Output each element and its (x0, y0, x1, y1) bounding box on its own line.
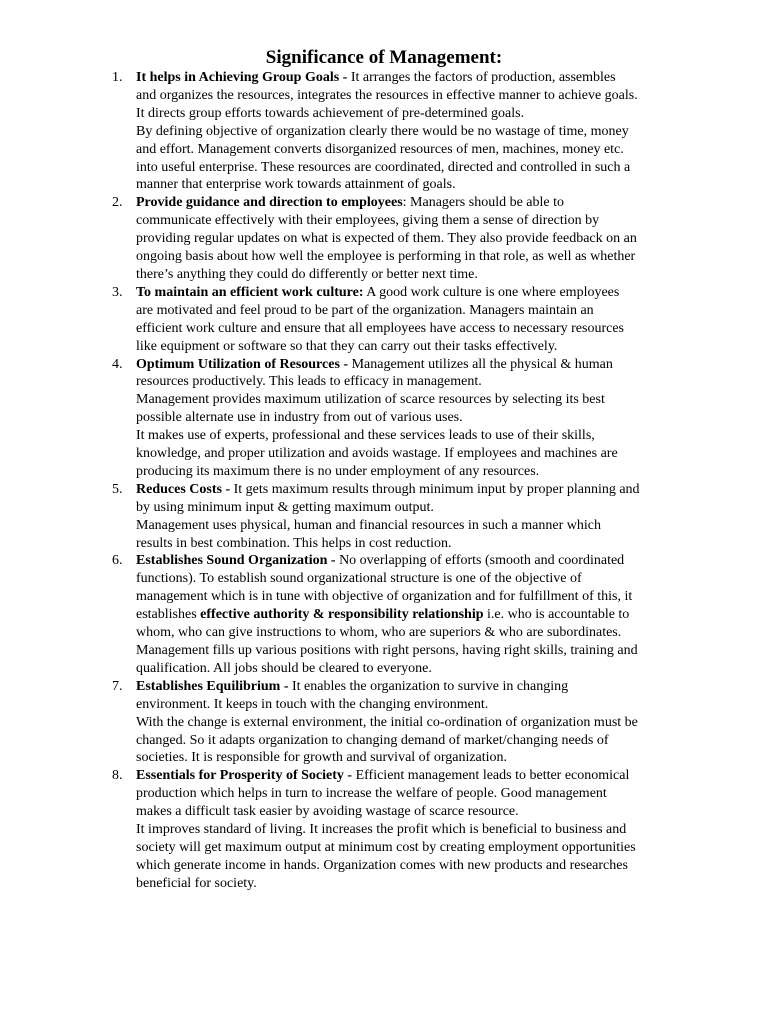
item-line: knowledge, and proper utilization and avoids wastage. If employees and machines are (136, 446, 618, 462)
item-line: makes a difficult task easier by avoiding wastage of scarce resource. (136, 804, 519, 820)
item-line: management which is in tune with objective of organization and for fulfillment of this, it (136, 589, 633, 605)
item-first-line (136, 552, 682, 570)
item-line: qualification. All jobs should be cleared to everyone. (136, 660, 432, 676)
item-text: It enables the organization to survive in changing (288, 678, 569, 694)
item-number: 2. (112, 195, 123, 211)
item-line: whom, who can give instructions to whom, who are superiors & who are subordinates. (136, 625, 622, 641)
item-number: 7. (112, 678, 123, 694)
item-line: Management uses physical, human and financial resources in such a manner which (136, 517, 601, 533)
item-line: societies. It is responsible for growth and survival of organization. (136, 750, 508, 766)
item-heading: Provide guidance and direction to employees (136, 195, 403, 211)
item-first-line (136, 678, 682, 696)
item-line: Management provides maximum utilization of scarce resources by selecting its best (136, 392, 605, 408)
item-line: and organizes the resources, integrates the resources in effective manner to achieve goals. (136, 87, 638, 103)
item-line: by using minimum input & getting maximum output. (136, 499, 434, 515)
list-item-1 (0, 69, 768, 194)
item-line: Management fills up various positions with right persons, having right skills, training and (136, 643, 638, 658)
item-line: there’s anything they could do differently or better next time. (136, 266, 478, 282)
list-item-4 (0, 356, 768, 481)
item-emphasis: effective authority & responsibility relationship (200, 607, 484, 623)
item-line: With the change is external environment, the initial co-ordination of organization must be (136, 714, 638, 730)
list-item-6 (0, 552, 768, 677)
document-title: Significance of Management: (265, 47, 503, 68)
item-mixed-line (136, 606, 682, 624)
item-line: producing its maximum there is no under employment of any resources. (136, 463, 540, 479)
significance-list (0, 69, 768, 893)
item-text: i.e. who is accountable to (483, 607, 630, 623)
item-line: results in best combination. This helps in cost reduction. (136, 535, 452, 551)
item-number: 6. (112, 553, 123, 569)
item-line: ongoing basis about how well the employee is performing in that role, as well as whether (136, 249, 636, 265)
item-line: into useful enterprise. These resources are coordinated, directed and controlled in such a (136, 159, 631, 175)
item-first-line (136, 767, 682, 785)
item-first-line (136, 69, 682, 87)
item-line: It directs group efforts towards achievement of pre-determined goals. (136, 105, 525, 121)
item-line: It improves standard of living. It increases the profit which is beneficial to business and (136, 822, 627, 838)
item-heading: It helps in Achieving Group Goals - (136, 70, 348, 85)
list-item-7 (0, 678, 768, 768)
item-text: Efficient management leads to better economical (352, 768, 630, 784)
item-heading: Optimum Utilization of Resources - (136, 356, 349, 372)
item-text: A good work culture is one where employees (363, 284, 620, 300)
item-text: It arranges the factors of production, assembles (347, 70, 616, 85)
item-line: beneficial for society. (136, 875, 257, 891)
list-item-5 (0, 481, 768, 553)
item-first-line (136, 194, 682, 212)
item-first-line (136, 284, 682, 302)
item-line: It makes use of experts, professional and these services leads to use of their skills, (136, 428, 595, 444)
item-line: By defining objective of organization clearly there would be no wastage of time, money (136, 123, 629, 139)
item-number: 5. (112, 481, 123, 497)
item-text: Management utilizes all the physical & human (348, 356, 613, 372)
item-line: environment. It keeps in touch with the changing environment. (136, 696, 489, 712)
item-line: which generate income in hands. Organization comes with new products and researches (136, 857, 628, 873)
item-text: : Managers should be able to (402, 195, 565, 211)
item-line: like equipment or software so that they can carry out their tasks effectively. (136, 338, 558, 354)
item-line: functions). To establish sound organizational structure is one of the objective of (136, 571, 582, 587)
item-number: 1. (112, 70, 123, 85)
item-number: 4. (112, 356, 123, 372)
item-line: are motivated and feel proud to be part of the organization. Managers maintain an (136, 302, 594, 318)
item-line: possible alternate use in industry from out of various uses. (136, 410, 463, 426)
item-heading: To maintain an efficient work culture: (136, 284, 364, 300)
item-line: production which helps in turn to increase the welfare of people. Good management (136, 786, 607, 802)
item-line: providing regular updates on what is expected of them. They also provide feedback on an (136, 231, 637, 247)
item-line: efficient work culture and ensure that all employees have access to necessary resources (136, 320, 624, 336)
item-heading: Establishes Equilibrium - (136, 678, 289, 694)
item-text: It gets maximum results through minimum input by proper planning and (230, 481, 640, 497)
item-line: resources productively. This leads to efficacy in management. (136, 374, 482, 390)
item-text: No overlapping of efforts (smooth and coordinated (335, 553, 625, 569)
item-line: society will get maximum output at minimum cost by creating employment opportunities (136, 839, 636, 855)
item-line: manner that enterprise work towards attainment of goals. (136, 177, 456, 193)
list-item-2 (0, 194, 768, 284)
item-heading: Establishes Sound Organization - (136, 553, 336, 569)
list-item-3 (0, 284, 768, 356)
item-text: establishes (136, 607, 201, 623)
item-heading: Essentials for Prosperity of Society - (136, 768, 353, 784)
item-line: and effort. Management converts disorganized resources of men, machines, money etc. (136, 141, 624, 157)
item-heading: Reduces Costs - (136, 481, 231, 497)
item-line: communicate effectively with their employees, giving them a sense of direction by (136, 213, 600, 229)
item-first-line (136, 481, 682, 499)
item-first-line (136, 356, 682, 374)
item-line: changed. So it adapts organization to changing demand of market/changing needs of (136, 732, 609, 748)
item-number: 3. (112, 284, 123, 300)
list-item-8 (0, 767, 768, 892)
item-number: 8. (112, 768, 123, 784)
